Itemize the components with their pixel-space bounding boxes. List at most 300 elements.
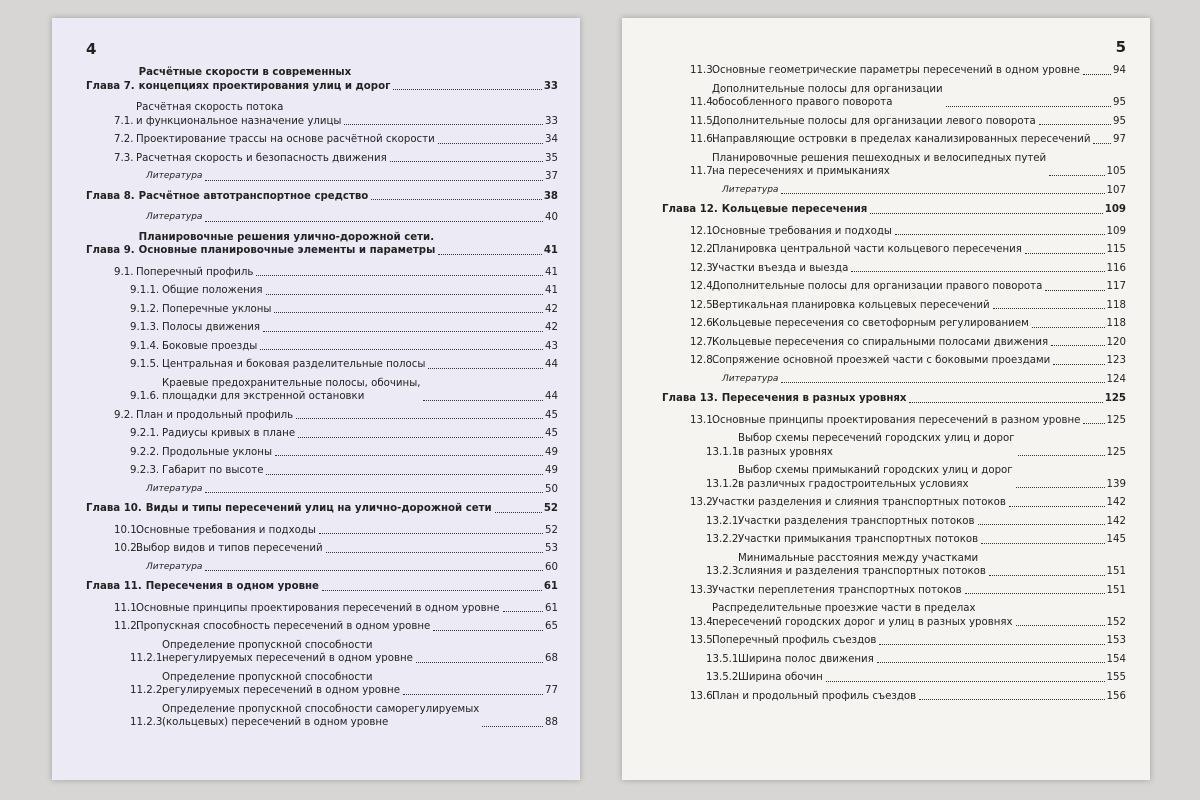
entry-page-number: 125 (1104, 393, 1126, 404)
right-page (622, 18, 1150, 780)
entry-page-number: 95 (1113, 97, 1126, 108)
entry-number: 9.1.1. (130, 285, 160, 296)
entry-page-number: 35 (545, 152, 558, 164)
dot-leader (274, 312, 543, 313)
toc-chapter-entry (662, 203, 1126, 217)
dot-leader (482, 726, 543, 727)
entry-number: Глава 8. (86, 190, 135, 202)
entry-number: 9.1.2. (130, 303, 160, 315)
entry-number: 13.1.2. (706, 478, 742, 490)
entry-number: 13.5. (690, 635, 716, 646)
entry-number: 9.2.2. (130, 446, 160, 458)
entry-number: 13.6. (690, 690, 716, 702)
entry-page-number: 152 (1106, 616, 1126, 628)
dot-leader (1039, 124, 1111, 125)
entry-page-number: 34 (545, 134, 558, 145)
entry-title: Основные принципы проектирования пересечений в разном уровне (712, 414, 1081, 426)
toc-entry (662, 602, 1126, 629)
dot-leader (371, 199, 542, 200)
entry-number: 13.5.1. (706, 653, 742, 665)
entry-page-number: 33 (543, 80, 558, 92)
entry-number: 9.2. (114, 409, 134, 421)
dot-leader (1083, 74, 1111, 75)
entry-number: 10.2. (114, 543, 140, 554)
entry-number: 11.3. (690, 65, 716, 76)
toc-entry (662, 634, 1126, 648)
dot-leader (403, 694, 543, 695)
dot-leader (1053, 364, 1104, 365)
entry-page-number: 109 (1106, 225, 1126, 237)
toc-entry (86, 464, 558, 478)
entry-page-number: 123 (1106, 355, 1126, 366)
entry-page-number: 38 (543, 190, 558, 202)
entry-page-number: 41 (545, 285, 558, 296)
dot-leader (781, 382, 1104, 383)
entry-title: Планировочные решения улично-дорожной сети. Основные планировочные элементы и параметры (138, 231, 436, 256)
dot-leader (1051, 345, 1104, 346)
entry-page-number: 151 (1106, 584, 1126, 596)
dot-leader (1083, 423, 1104, 424)
dot-leader (266, 474, 543, 475)
dot-leader (319, 533, 543, 534)
dot-leader (433, 630, 543, 631)
entry-title: Литература (146, 483, 203, 494)
entry-title: Литература (146, 561, 203, 572)
entry-title: Ширина полос движения (738, 653, 874, 665)
entry-number: Глава 12. (662, 204, 718, 215)
dot-leader (826, 681, 1105, 682)
toc-entry (662, 225, 1126, 239)
dot-leader (256, 275, 543, 276)
entry-title: Планировочные решения пешеходных и велосипедных путей на пересечениях и примыканиях (712, 152, 1047, 177)
entry-title: Сопряжение основной проезжей части с боковыми проездами (712, 355, 1051, 366)
entry-page-number: 68 (545, 653, 558, 664)
toc-entry (662, 464, 1126, 491)
entry-number: 11.5. (690, 115, 716, 127)
toc-entry (86, 639, 558, 666)
entry-title: Участки въезда и выезда (712, 262, 849, 274)
entry-page-number: 41 (543, 245, 558, 256)
entry-title: План и продольный профиль съездов (712, 690, 917, 702)
dot-leader (946, 106, 1111, 107)
entry-number: 12.6. (690, 318, 716, 329)
entry-title: Основные принципы проектирования пересечений в одном уровне (136, 602, 500, 614)
toc-entry (662, 690, 1126, 704)
dot-leader (965, 593, 1105, 594)
entry-number: 9.1.6. (130, 391, 160, 402)
entry-page-number: 116 (1106, 262, 1126, 274)
dot-leader (870, 213, 1102, 214)
toc-chapter-entry (86, 580, 558, 594)
dot-leader (1093, 143, 1111, 144)
dot-leader (390, 161, 543, 162)
entry-page-number: 107 (1106, 184, 1126, 196)
dot-leader (428, 368, 543, 369)
dot-leader (1032, 327, 1105, 328)
dot-leader (205, 180, 543, 181)
entry-title: Дополнительные полосы для организации правого поворота (712, 281, 1043, 292)
toc-entry (86, 602, 558, 616)
dot-leader (438, 143, 543, 144)
entry-page-number: 109 (1104, 204, 1126, 215)
toc-entry (86, 409, 558, 423)
entry-title: Вертикальная планировка кольцевых пересечений (712, 299, 990, 311)
entry-number: 11.1. (114, 602, 140, 614)
toc-entry (662, 262, 1126, 276)
dot-leader (263, 331, 543, 332)
entry-page-number: 45 (545, 409, 558, 421)
entry-number: 12.1. (690, 225, 716, 237)
entry-number: 11.6. (690, 134, 716, 145)
entry-title: Боковые проезды (162, 340, 258, 352)
dot-leader (260, 349, 543, 350)
toc-entry (662, 432, 1126, 459)
dot-leader (275, 455, 543, 456)
entry-number: 12.7. (690, 336, 716, 348)
dot-leader (1009, 506, 1105, 507)
entry-number: 12.8. (690, 355, 716, 366)
entry-title: Виды и типы пересечений улиц на улично-дорожной сети (145, 503, 492, 514)
entry-number: Глава 13. (662, 393, 718, 404)
entry-title: Литература (722, 184, 779, 195)
entry-page-number: 156 (1106, 690, 1126, 702)
dot-leader (495, 512, 542, 513)
entry-title: Выбор схемы пересечений городских улиц и дорог в разных уровнях (738, 433, 1015, 458)
toc-entry (662, 299, 1126, 313)
entry-number: 12.4. (690, 281, 716, 292)
entry-title: Выбор схемы примыканий городских улиц и дорог в различных градостроительных условиях (738, 465, 1013, 490)
entry-number: 11.4. (690, 97, 716, 108)
entry-number: 9.2.3. (130, 465, 160, 476)
toc-entry (86, 703, 558, 730)
entry-page-number: 49 (545, 465, 558, 476)
toc-entry (86, 446, 558, 460)
entry-number: 13.5.2. (706, 672, 742, 683)
entry-page-number: 151 (1106, 566, 1126, 577)
entry-page-number: 42 (545, 303, 558, 315)
toc-literature-entry (662, 184, 1126, 198)
toc-chapter-entry (86, 502, 558, 516)
entry-title: Продольные уклоны (162, 446, 272, 458)
entry-title: Минимальные расстояния между участками слияния и разделения транспортных потоков (738, 552, 986, 577)
toc-entry (662, 653, 1126, 667)
entry-page-number: 124 (1106, 373, 1126, 385)
toc-entry (662, 552, 1126, 579)
entry-number: 11.7. (690, 166, 716, 177)
entry-title: Поперечный профиль съездов (712, 635, 877, 646)
entry-number: 12.5. (690, 299, 716, 311)
toc-entry (662, 496, 1126, 510)
entry-title: Расчётные скорости в современных концепциях проектирования улиц и дорог (138, 67, 391, 92)
entry-title: Участки разделения транспортных потоков (738, 515, 975, 527)
entry-page-number: 155 (1106, 672, 1126, 683)
entry-page-number: 61 (545, 602, 558, 614)
entry-page-number: 53 (545, 543, 558, 554)
toc-entry (662, 584, 1126, 598)
entry-number: 11.2.2. (130, 685, 166, 696)
toc-entry (662, 515, 1126, 529)
entry-page-number: 88 (545, 717, 558, 728)
toc-entry (86, 524, 558, 538)
entry-title: Дополнительные полосы для организации обособленного правого поворота (712, 83, 943, 108)
dot-leader (322, 590, 542, 591)
entry-number: 9.2.1. (130, 428, 160, 439)
entry-title: Литература (146, 212, 203, 222)
entry-title: Пересечения в разных уровнях (721, 393, 907, 404)
entry-title: Определение пропускной способности регулируемых пересечений в одном уровне (162, 671, 400, 696)
entry-title: Литература (722, 373, 779, 384)
dot-leader (326, 552, 543, 553)
entry-page-number: 95 (1113, 115, 1126, 127)
toc-entry (86, 266, 558, 280)
entry-number: 13.2. (690, 497, 716, 508)
dot-leader (1018, 455, 1105, 456)
toc-entry (662, 280, 1126, 294)
entry-title: Определение пропускной способности саморегулируемых (кольцевых) пересечений в одном уровне (162, 703, 480, 728)
entry-page-number: 49 (545, 446, 558, 458)
entry-page-number: 145 (1106, 534, 1126, 545)
toc-entry (86, 321, 558, 335)
entry-title: Участки примыкания транспортных потоков (738, 534, 979, 545)
toc-entry (662, 83, 1126, 110)
entry-title: Краевые предохранительные полосы, обочины, площадки для экстренной остановки (162, 377, 421, 402)
toc-chapter-entry (86, 231, 558, 258)
entry-page-number: 61 (543, 581, 558, 592)
entry-number: 9.1.3. (130, 322, 160, 333)
entry-title: Расчетная скорость и безопасность движения (136, 152, 387, 164)
dot-leader (895, 234, 1105, 235)
dot-leader (266, 294, 544, 295)
dot-leader (205, 492, 543, 493)
entry-title: Основные геометрические параметры пересечений в одном уровне (712, 65, 1080, 76)
entry-title: Литература (146, 171, 203, 181)
entry-page-number: 41 (545, 266, 558, 278)
toc-entry (662, 115, 1126, 129)
entry-title: Участки переплетения транспортных потоков (712, 584, 962, 596)
dot-leader (344, 124, 543, 125)
entry-title: Поперечный профиль (136, 266, 254, 278)
entry-title: Направляющие островки в пределах канализированных пересечений (712, 134, 1091, 145)
entry-page-number: 44 (545, 359, 558, 370)
page-number: 5 (1115, 38, 1126, 56)
dot-leader (298, 437, 543, 438)
entry-number: 13.2.2. (706, 534, 742, 545)
entry-page-number: 118 (1106, 318, 1126, 329)
entry-number: 13.4. (690, 616, 716, 628)
entry-page-number: 142 (1106, 497, 1126, 508)
entry-title: Пересечения в одном уровне (145, 581, 319, 592)
toc-entry (86, 620, 558, 634)
entry-title: План и продольный профиль (136, 409, 294, 421)
entry-number: 13.1. (690, 414, 716, 426)
entry-title: Радиусы кривых в плане (162, 428, 296, 439)
dot-leader (1025, 253, 1105, 254)
entry-page-number: 50 (545, 483, 558, 495)
entry-page-number: 115 (1106, 244, 1126, 255)
entry-number: 9.1.4. (130, 340, 160, 352)
entry-number: 13.1.1. (706, 446, 742, 458)
dot-leader (393, 89, 541, 90)
dot-leader (1016, 487, 1105, 488)
entry-page-number: 52 (543, 503, 558, 514)
entry-page-number: 154 (1106, 653, 1126, 665)
entry-number: 9.1.5. (130, 359, 160, 370)
entry-title: Кольцевые пересечения со светофорным регулированием (712, 318, 1029, 329)
entry-number: Глава 10. (86, 503, 142, 514)
entry-title: Основные требования и подходы (712, 225, 892, 237)
entry-page-number: 77 (545, 685, 558, 696)
toc-entry (86, 340, 558, 354)
page-number: 4 (86, 40, 97, 58)
entry-number: 13.2.1. (706, 515, 742, 527)
dot-leader (205, 570, 543, 571)
entry-number: 11.2. (114, 621, 140, 632)
entry-page-number: 33 (545, 115, 558, 127)
entry-number: 12.3. (690, 262, 716, 274)
entry-page-number: 117 (1106, 281, 1126, 292)
toc-chapter-entry (86, 66, 558, 93)
dot-leader (909, 402, 1102, 403)
entry-number: 9.1. (114, 266, 134, 278)
dot-leader (296, 418, 543, 419)
dot-leader (1016, 625, 1105, 626)
entry-title: Планировка центральной части кольцевого пересечения (712, 244, 1022, 255)
entry-title: Участки разделения и слияния транспортных потоков (712, 497, 1006, 508)
entry-page-number: 105 (1106, 166, 1126, 177)
entry-number: 11.2.3. (130, 717, 166, 728)
toc-literature-entry (86, 170, 558, 184)
entry-page-number: 37 (545, 171, 558, 182)
dot-leader (851, 271, 1104, 272)
entry-page-number: 125 (1106, 446, 1126, 458)
entry-page-number: 153 (1106, 635, 1126, 646)
left-page (52, 18, 580, 780)
toc-literature-entry (86, 483, 558, 497)
toc-entry (662, 133, 1126, 147)
dot-leader (416, 662, 543, 663)
entry-number: Глава 9. (86, 245, 135, 256)
entry-number: Глава 11. (86, 581, 142, 592)
entry-title: Расчётное автотранспортное средство (138, 190, 369, 202)
entry-number: 7.3. (114, 152, 134, 164)
entry-page-number: 97 (1113, 134, 1126, 145)
toc-chapter-entry (662, 392, 1126, 406)
dot-leader (1049, 175, 1104, 176)
entry-page-number: 45 (545, 428, 558, 439)
entry-title: Поперечные уклоны (162, 303, 272, 315)
entry-title: Основные требования и подходы (136, 524, 316, 536)
entry-title: Расчётная скорость потока и функциональное назначение улицы (136, 102, 342, 127)
dot-leader (438, 254, 542, 255)
toc-entry (86, 152, 558, 166)
toc-entry (662, 354, 1126, 368)
toc-entry (86, 377, 558, 404)
entry-page-number: 43 (545, 340, 558, 352)
entry-title: Кольцевые пересечения со спиральными полосами движения (712, 336, 1049, 348)
entry-page-number: 139 (1106, 478, 1126, 490)
dot-leader (989, 575, 1105, 576)
toc-entry (662, 317, 1126, 331)
entry-title: Центральная и боковая разделительные полосы (162, 359, 426, 370)
entry-title: Общие положения (162, 285, 263, 296)
entry-page-number: 118 (1106, 299, 1126, 311)
entry-title: Кольцевые пересечения (721, 204, 868, 215)
entry-page-number: 44 (545, 391, 558, 402)
entry-title: Габарит по высоте (162, 465, 264, 476)
entry-title: Дополнительные полосы для организации левого поворота (712, 115, 1036, 127)
dot-leader (877, 662, 1105, 663)
dot-leader (1045, 290, 1104, 291)
toc-entry (662, 533, 1126, 547)
toc-entry (662, 414, 1126, 428)
toc-literature-entry (662, 373, 1126, 387)
toc-list (662, 64, 1126, 703)
entry-page-number: 60 (545, 561, 558, 573)
toc-entry (662, 243, 1126, 257)
toc-literature-entry (86, 211, 558, 225)
entry-title: Распределительные проезжие части в пределах пересечений городских дорог и улиц в разных уровнях (712, 603, 1013, 628)
dot-leader (981, 543, 1104, 544)
entry-number: 13.3. (690, 584, 716, 596)
toc-entry (86, 133, 558, 147)
toc-entry (86, 284, 558, 298)
toc-literature-entry (86, 561, 558, 575)
entry-title: Определение пропускной способности нерегулируемых пересечений в одном уровне (162, 639, 413, 664)
entry-number: 12.2. (690, 244, 716, 255)
entry-page-number: 65 (545, 621, 558, 632)
toc-entry (86, 303, 558, 317)
toc-entry (86, 542, 558, 556)
dot-leader (781, 193, 1104, 194)
toc-entry (86, 427, 558, 441)
entry-page-number: 52 (545, 524, 558, 536)
toc-entry (662, 152, 1126, 179)
toc-entry (86, 358, 558, 372)
dot-leader (503, 611, 544, 612)
entry-page-number: 94 (1113, 65, 1126, 76)
entry-page-number: 125 (1106, 414, 1126, 426)
entry-title: Полосы движения (162, 322, 261, 333)
entry-title: Пропускная способность пересечений в одном уровне (136, 621, 431, 632)
toc-entry (86, 671, 558, 698)
toc-list (86, 66, 558, 730)
entry-number: 13.2.3. (706, 566, 742, 577)
toc-entry (662, 336, 1126, 350)
toc-entry (662, 671, 1126, 685)
toc-chapter-entry (86, 190, 558, 204)
dot-leader (205, 221, 543, 222)
entry-page-number: 42 (545, 322, 558, 333)
entry-number: Глава 7. (86, 80, 135, 92)
entry-title: Выбор видов и типов пересечений (136, 543, 323, 554)
dot-leader (879, 644, 1104, 645)
dot-leader (993, 308, 1105, 309)
entry-number: 7.2. (114, 134, 134, 145)
entry-number: 10.1. (114, 524, 140, 536)
dot-leader (978, 524, 1105, 525)
toc-entry (662, 64, 1126, 78)
entry-title: Ширина обочин (738, 672, 823, 683)
entry-title: Проектирование трассы на основе расчётной скорости (136, 134, 435, 145)
entry-number: 7.1. (114, 115, 134, 127)
entry-page-number: 40 (545, 212, 558, 223)
dot-leader (423, 400, 543, 401)
dot-leader (919, 699, 1104, 700)
entry-number: 11.2.1. (130, 653, 166, 664)
toc-entry (86, 101, 558, 128)
entry-page-number: 142 (1106, 515, 1126, 527)
entry-page-number: 120 (1106, 336, 1126, 348)
